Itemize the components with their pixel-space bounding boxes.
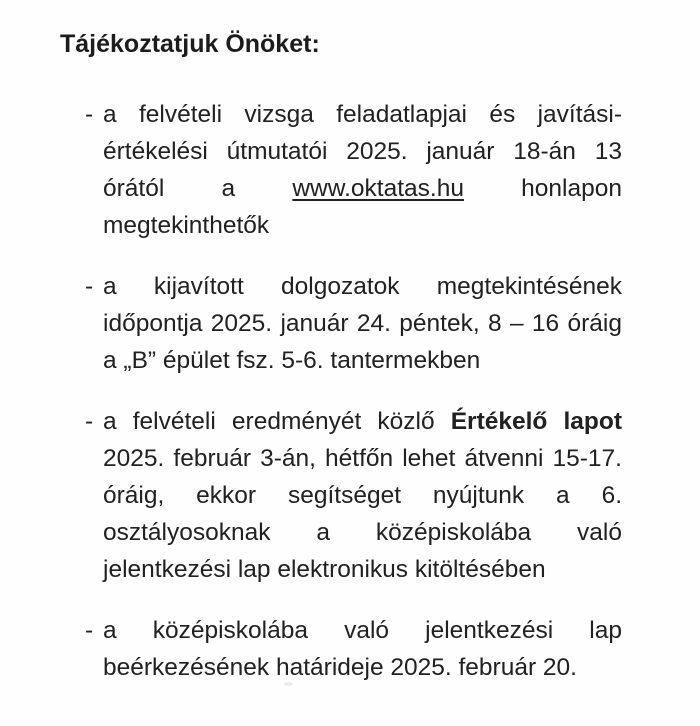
text-segment: 2025. február 3-án, hétfőn lehet átvenni 15-17. óráig, ekkor segítséget nyújtunk a 6. osztályosoknak a középiskolába való jelentkezési lap elektronikus kitöltésében (103, 445, 622, 583)
list-item (60, 96, 622, 244)
dash-bullet: - (85, 273, 94, 300)
list-item (60, 268, 622, 379)
document-title: Tájékoztatjuk Önöket: (60, 30, 320, 58)
dash-bullet: - (85, 101, 94, 128)
bullet-text (103, 268, 622, 379)
text-segment: a felvételi vizsga feladatlapjai és javítási-értékelési útmutatói 2025. január 18-án 13 órától a (103, 101, 622, 202)
bullet-text (103, 403, 622, 588)
text-segment: a felvételi eredményét közlő (103, 408, 451, 435)
bullet-list (60, 96, 622, 686)
scan-smudge (284, 682, 293, 686)
text-segment: a kijavított dolgozatok megtekintésének időpontja 2025. január 24. péntek, 8 – 16 óráig a „B” épület fsz. 5-6. tantermekben (103, 273, 622, 374)
list-item (60, 612, 622, 686)
text-segment: a középiskolába való jelentkezési lap beérkezésének határideje 2025. február 20. (103, 617, 622, 681)
url-text: www.oktatas.hu (292, 175, 464, 202)
dash-bullet: - (85, 617, 94, 644)
bullet-text (103, 612, 622, 686)
dash-bullet: - (85, 408, 94, 435)
list-item (60, 403, 622, 588)
bullet-text (103, 96, 622, 244)
text-segment: honlapon megtekinthetők (103, 175, 622, 239)
bold-text: Értékelő lapot (450, 408, 622, 435)
